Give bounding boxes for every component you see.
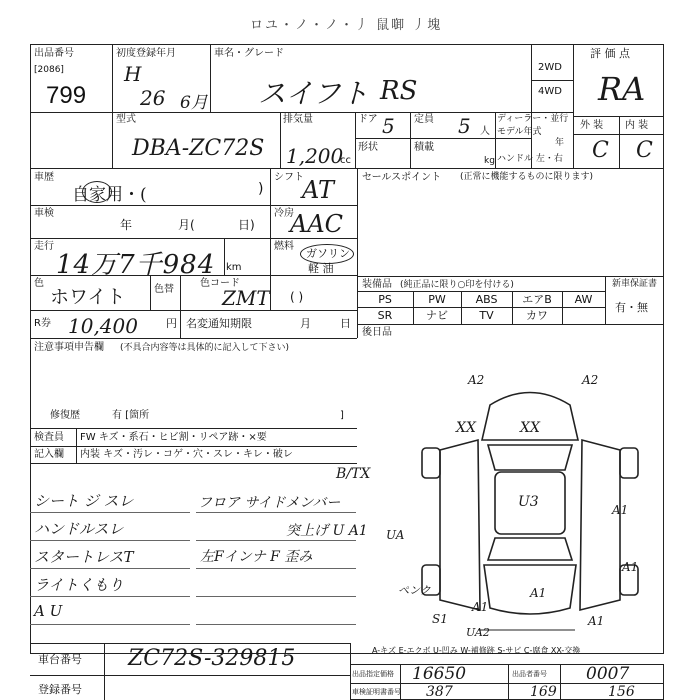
equip-abs: ABS [475, 293, 498, 306]
first-reg-year: 26 [140, 86, 166, 110]
warranty-label: 新車保証書 [612, 279, 658, 289]
inspection-year: 年 [120, 218, 133, 232]
repair-close: ] [340, 410, 344, 421]
history-value: 自家用・( [72, 185, 147, 205]
color-code-label: 色コード [200, 278, 240, 289]
header-title: ロユ・ノ・ノ・丿 鼠啣 丿塊 [250, 18, 443, 33]
handle-label: ハンドル 左・右 [497, 154, 563, 164]
model-year-label: モデル年式 [497, 127, 542, 137]
mark-a2-left: A2 [468, 373, 485, 387]
capacity-label: 定員 [414, 114, 434, 125]
repair-value: 有 [箇所 [112, 410, 150, 421]
car-rear-window-outline [488, 538, 572, 560]
equip-navi: ナビ [426, 309, 448, 322]
notes-sub: (不具合内容等は具体的に記入して下さい) [120, 343, 290, 353]
model-label: 型式 [116, 114, 136, 125]
load-unit: kg [484, 156, 495, 166]
history-circle [82, 181, 112, 203]
mark-xx-center: XX [520, 420, 540, 436]
back-items-label: 後日品 [362, 327, 392, 338]
car-name: スイフト [258, 77, 369, 110]
exterior-label: 外 装 [580, 120, 604, 131]
equip-ps: PS [378, 293, 392, 306]
equip-aw: AW [574, 293, 593, 306]
door-value: 5 [382, 114, 395, 138]
car-windshield-outline [488, 445, 572, 470]
left-front-wheel [422, 448, 440, 478]
height-value: 156 [608, 684, 635, 700]
history-close: ) [258, 181, 264, 197]
inspector-label: 検査員 [34, 432, 64, 443]
rating-label: 評 価 点 [590, 47, 630, 60]
remark-right-1: フロア サイドメンバー [198, 495, 341, 511]
cert-label: 車検証明書番号 [352, 688, 401, 696]
auction-price: 16650 [412, 664, 467, 684]
shape-label: 形状 [358, 142, 378, 153]
length-value: 387 [426, 684, 453, 700]
mark-a1-right: A1 [612, 503, 629, 517]
mark-a2-right: A2 [582, 373, 599, 387]
displacement-label: 排気量 [283, 114, 313, 125]
mark-a1-rear: A1 [530, 586, 547, 600]
lot-number: 799 [46, 82, 87, 109]
seller-number: 0007 [586, 664, 630, 684]
color-label: 色 [34, 278, 44, 289]
car-right-side-outline [580, 440, 620, 610]
remark-right-3: 左Fインナ F 歪み [200, 549, 313, 565]
car-name-label: 車名・グレード [214, 48, 284, 59]
name-change-label: 名変通知期限 [186, 317, 252, 330]
memo-extra: B/TX [336, 466, 371, 482]
mileage-label: 走行 [34, 241, 54, 252]
memo-label: 記入欄 [34, 449, 64, 460]
chassis-value: ZC72S-329815 [128, 646, 296, 671]
mark-u3: U3 [518, 494, 539, 510]
drive-4wd: 4WD [538, 86, 562, 97]
inspector-marks: FW キズ・系石・ヒビ割・リペア跡・×要 [80, 432, 267, 443]
aircon-value: AAC [290, 210, 344, 238]
mark-a1-right2: A1 [622, 560, 639, 574]
remark-4: ライトくもり [34, 576, 124, 594]
equipment-label: 装備品 [362, 279, 392, 290]
name-change-month: 月 [300, 317, 311, 330]
mark-a1-bottom: A1 [472, 600, 489, 614]
damage-legend: A-キズ E-エクボ U-凹み W-補修跡 S-サビ C-腐食 XX-交換 [372, 646, 581, 655]
color-code: ZMT [222, 286, 270, 310]
register-label: 登録番号 [38, 683, 82, 696]
fuel-gasoline: ガソリン [306, 247, 350, 260]
equip-tv: TV [479, 309, 494, 322]
first-reg-month: 6月 [180, 93, 208, 113]
memo-marks: 内装 キズ・汚レ・コゲ・穴・スレ・キレ・破レ [80, 449, 293, 460]
mark-ua-left: UA [386, 528, 405, 542]
equip-airbag: エアB [522, 293, 552, 306]
chassis-label: 車台番号 [38, 653, 82, 666]
rating-value: RA [598, 70, 646, 108]
capacity-value: 5 [458, 114, 471, 138]
inspection-label: 車検 [34, 208, 54, 219]
remark-right-2: 突上げ U A1 [286, 523, 368, 539]
warranty-value: 有・無 [615, 301, 648, 314]
history-label: 車歴 [34, 172, 54, 183]
inspection-month: 月( [178, 218, 195, 232]
door-label: ドア [358, 114, 378, 125]
displacement-unit: cc [340, 155, 351, 166]
mark-s1: S1 [432, 612, 448, 626]
equipment-sub: (純正品に限り○印を付ける) [400, 280, 514, 290]
inspection-day: 日) [238, 218, 255, 232]
first-reg-era: H [124, 62, 142, 86]
car-left-side-outline [440, 440, 480, 610]
name-change-day: 日 [340, 317, 351, 330]
fuel-paren: ( ) [290, 290, 304, 304]
mileage-unit: km [226, 262, 242, 273]
lot-subcode: [2086] [34, 65, 64, 75]
mark-xx-left: XX [456, 420, 476, 436]
car-grade: RS [380, 76, 418, 106]
repair-label: 修復歴 [50, 410, 80, 421]
remark-5: A U [34, 602, 63, 620]
auction-price-label: 出品指定価格 [352, 670, 394, 678]
load-label: 積載 [414, 142, 434, 153]
equip-sr: SR [377, 309, 393, 322]
mark-pink: ペンク [398, 584, 431, 597]
color-value: ホワイト [50, 286, 126, 308]
notes-label: 注意事項申告欄 [34, 342, 104, 353]
lot-label: 出品番号 [34, 48, 74, 59]
recycle-unit: 円 [166, 317, 177, 330]
fuel-circle [300, 244, 354, 264]
model-value: DBA-ZC72S [132, 136, 265, 161]
equip-leather: カワ [526, 309, 548, 322]
interior-grade: C [636, 138, 653, 163]
aircon-label: 冷房 [274, 208, 294, 219]
sales-label: セールスポイント [362, 172, 442, 183]
right-front-wheel [620, 448, 638, 478]
color-change-label: 色替 [154, 284, 174, 295]
dealer-label: ディーラー・並行 [497, 114, 569, 124]
fuel-label: 燃料 [274, 241, 294, 252]
remark-3: スタートレスT [34, 548, 134, 566]
mileage-value: 14万7千984 [56, 250, 216, 280]
sales-sub: (正常に機能するものに限ります) [460, 172, 594, 182]
capacity-unit: 人 [480, 126, 490, 137]
mark-ua2: UA2 [466, 626, 490, 639]
displacement-value: 1,200 [286, 144, 344, 168]
remark-1: シート ジ スレ [34, 492, 134, 510]
recycle-label: R券 [34, 318, 51, 329]
model-year-suffix: 年 [555, 138, 565, 148]
interior-label: 内 装 [625, 120, 649, 131]
shift-value: AT [302, 176, 335, 204]
mark-a1-br: A1 [588, 614, 605, 628]
first-reg-label: 初度登録年月 [116, 48, 176, 59]
fuel-diesel: 軽 油 [308, 262, 334, 275]
recycle-value: 10,400 [68, 314, 138, 338]
shift-label: シフト [274, 172, 304, 183]
remark-2: ハンドルスレ [34, 520, 124, 538]
exterior-grade: C [592, 138, 609, 163]
equip-pw: PW [428, 293, 446, 306]
width-value: 169 [530, 684, 557, 700]
drive-2wd: 2WD [538, 62, 562, 73]
seller-number-label: 出品者番号 [512, 670, 547, 678]
